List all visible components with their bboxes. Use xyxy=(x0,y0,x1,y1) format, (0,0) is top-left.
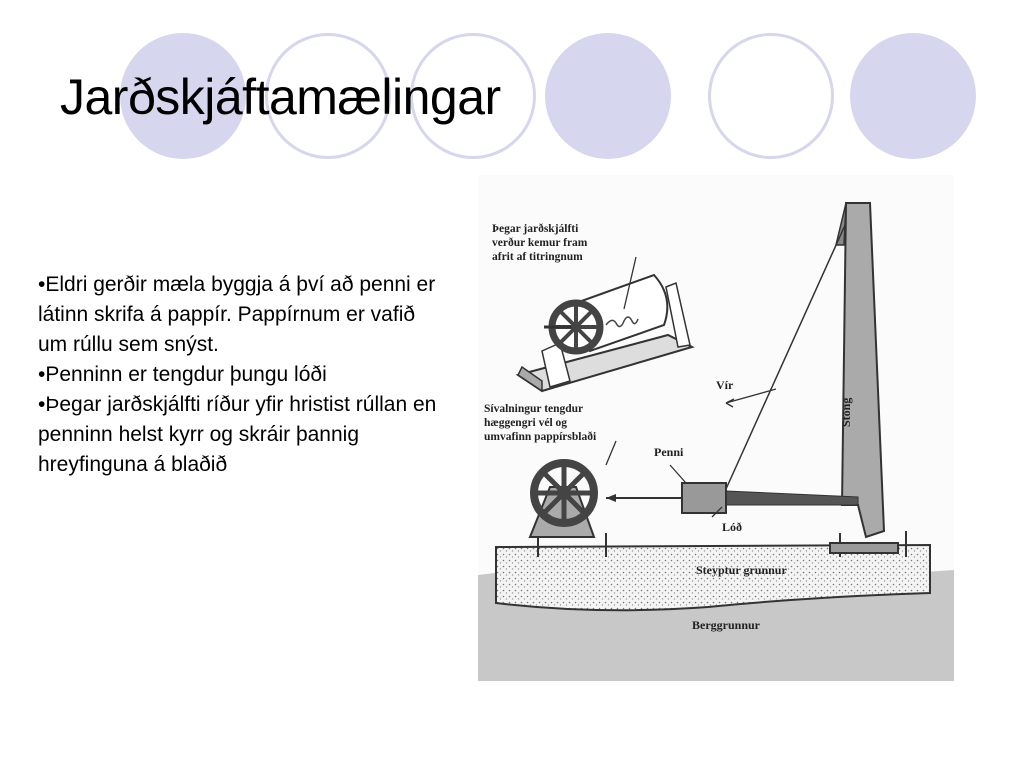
label-pen: Penni xyxy=(654,445,684,459)
decorative-circle xyxy=(545,33,671,159)
label-pole: Stöng xyxy=(839,397,853,427)
decorative-ring xyxy=(708,33,834,159)
label-weight: Lóð xyxy=(722,520,743,534)
bullet-item: •Þegar jarðskjálfti ríður yfir hristist rúllan en penninn helst kyrr og skráir þannig hreyfinguna á blaðið xyxy=(38,393,437,476)
bullet-item: •Penninn er tengdur þungu lóði xyxy=(38,363,327,386)
label-bedrock: Berggrunnur xyxy=(692,618,761,632)
weight xyxy=(682,483,726,513)
bullet-item: •Eldri gerðir mæla byggja á því að penni er látinn skrifa á pappír. Pappírnum er vafið um rúllu sem snýst. xyxy=(38,273,436,356)
label-foundation: Steyptur grunnur xyxy=(696,563,787,577)
callout-top: Þegar jarðskjálfti verður kemur fram afrit af titringnum xyxy=(492,223,588,263)
seismograph-illustration xyxy=(478,175,954,681)
bullet-list xyxy=(38,270,438,480)
callout-cylinder: Sívalningur tengdur hæggengri vél og umvafinn pappírsblaði xyxy=(484,403,597,443)
slide-title: Jarðskjáftamælingar xyxy=(60,69,501,125)
decorative-circle xyxy=(850,33,976,159)
label-wire: Vír xyxy=(716,378,734,392)
